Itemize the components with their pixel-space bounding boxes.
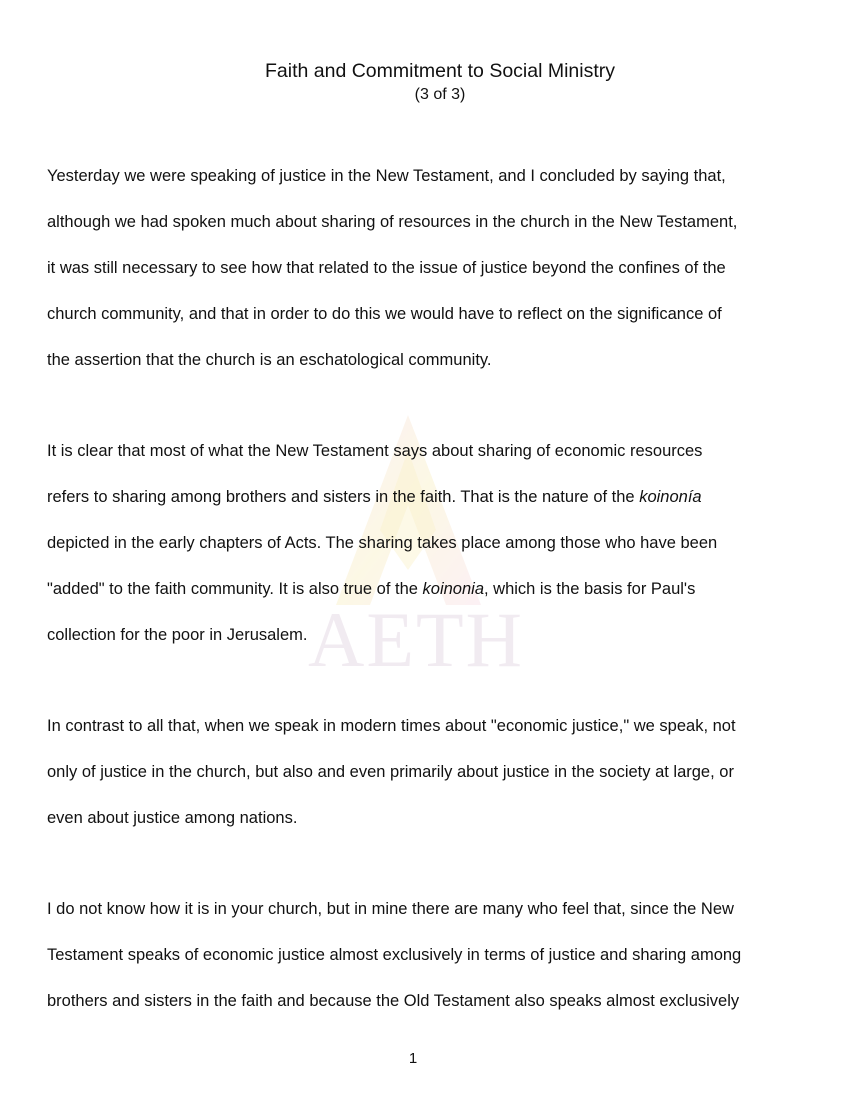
text-line: the assertion that the church is an eschatological community. <box>47 351 492 369</box>
paragraph-4 <box>47 886 807 1024</box>
paragraph-1 <box>47 153 807 383</box>
text-line: depicted in the early chapters of Acts. The sharing takes place among those who have been <box>47 534 718 552</box>
text-line: even about justice among nations. <box>47 809 298 827</box>
text-segment: , which is the basis for Paul's <box>484 580 696 598</box>
watermark-text: AETH <box>308 596 524 683</box>
text-line <box>47 474 807 520</box>
text-line <box>47 566 807 612</box>
text-line: In contrast to all that, when we speak in modern times about "economic justice," we speak, not <box>47 717 736 735</box>
text-line: It is clear that most of what the New Testament says about sharing of economic resources <box>47 442 703 460</box>
paragraph-3 <box>47 703 807 841</box>
document-title: Faith and Commitment to Social Ministry <box>264 60 616 82</box>
page-number: 1 <box>408 1050 418 1067</box>
text-line: Testament speaks of economic justice almost exclusively in terms of justice and sharing among <box>47 946 742 964</box>
document-body <box>47 153 807 1069</box>
paragraph-2 <box>47 428 807 658</box>
text-line: church community, and that in order to do this we would have to reflect on the significance of <box>47 305 722 323</box>
text-line: brothers and sisters in the faith and because the Old Testament also speaks almost exclusively <box>47 992 740 1010</box>
text-line: it was still necessary to see how that related to the issue of justice beyond the confines of the <box>47 259 726 277</box>
italic-term: koinonía <box>639 488 702 506</box>
document-subtitle: (3 of 3) <box>414 86 466 103</box>
text-segment: refers to sharing among brothers and sisters in the faith. That is the nature of the <box>47 488 635 506</box>
text-line: although we had spoken much about sharing of resources in the church in the New Testament, <box>47 213 738 231</box>
text-line: Yesterday we were speaking of justice in the New Testament, and I concluded by saying that, <box>47 167 726 185</box>
text-line: only of justice in the church, but also and even primarily about justice in the society at large, or <box>47 763 734 781</box>
text-segment: "added" to the faith community. It is also true of the <box>47 580 418 598</box>
text-line: collection for the poor in Jerusalem. <box>47 626 308 644</box>
text-line: I do not know how it is in your church, but in mine there are many who feel that, since the New <box>47 900 734 918</box>
italic-term: koinonia <box>422 580 484 598</box>
